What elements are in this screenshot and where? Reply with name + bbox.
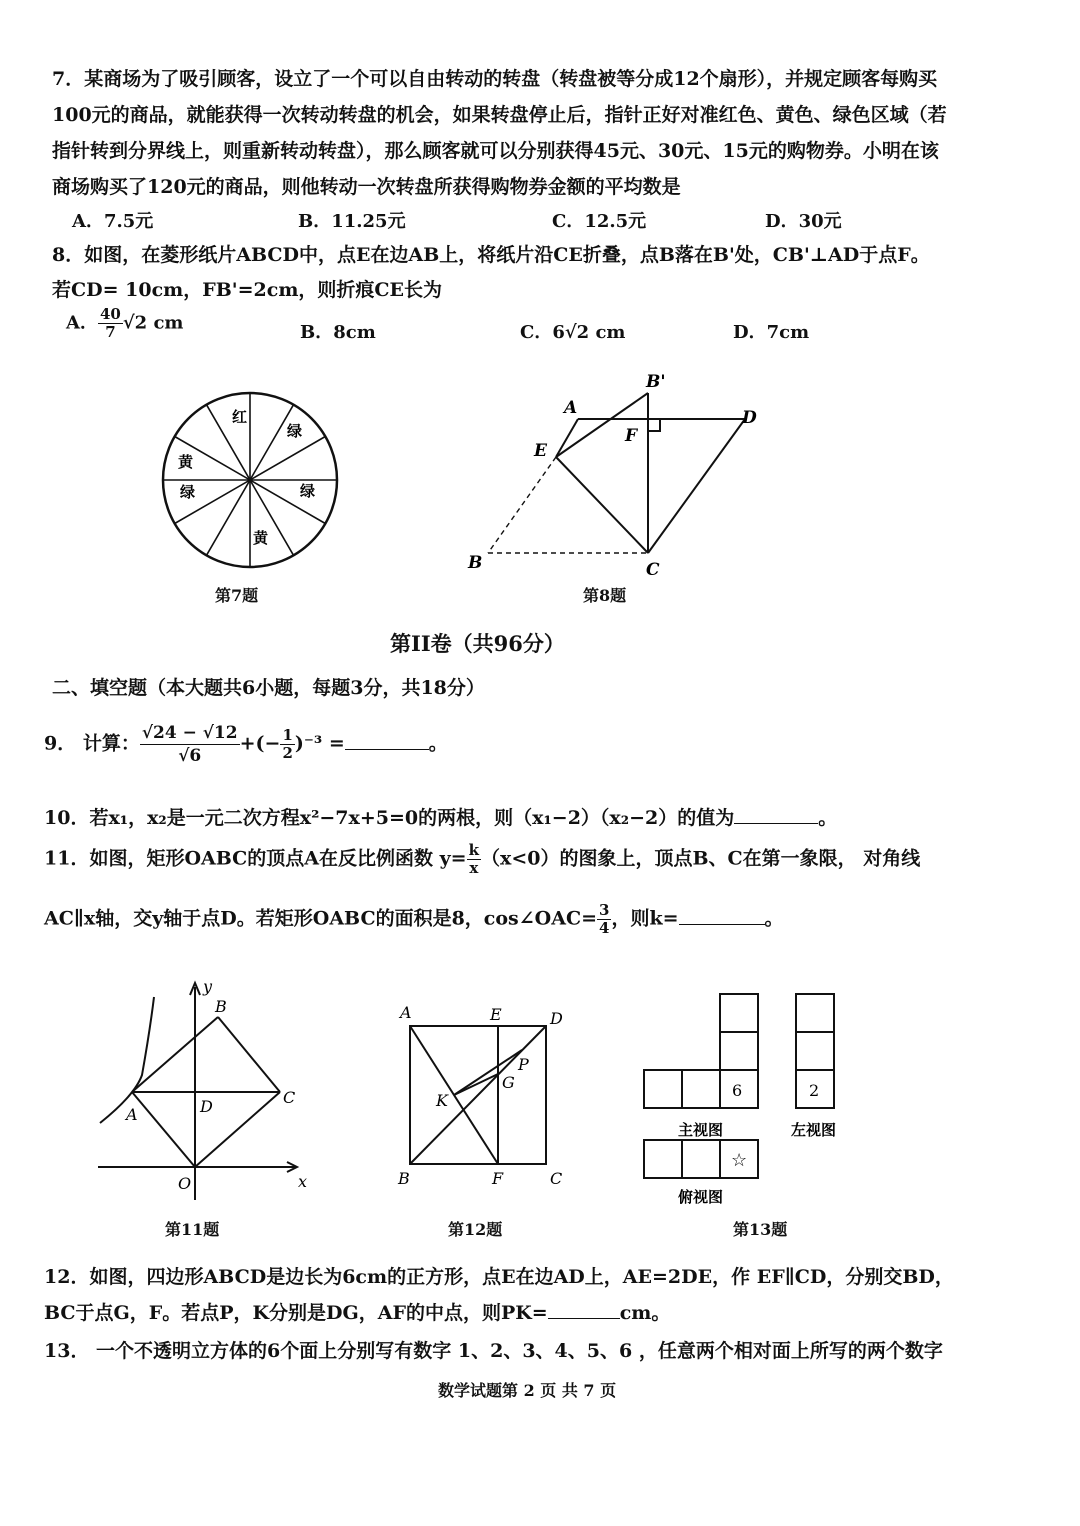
q7-option-b: B．11.25元 <box>298 211 406 232</box>
q12-line1: 12．如图，四边形ABCD是边长为6cm的正方形，点E在边AD上，AE=2DE，作 EF∥CD，分别交BD， <box>44 1266 954 1288</box>
wheel-label-green-1: 绿 <box>287 422 303 440</box>
q8-option-b: B．8cm <box>300 322 376 343</box>
star-icon: ☆ <box>731 1150 748 1171</box>
point-a: A <box>564 398 578 418</box>
point-f: F <box>625 426 638 446</box>
q11-line2: AC∥x轴，交y轴于点D。若矩形OABC的面积是8，cos∠OAC= $\frac{3}{4}$ ，则k= 。 <box>44 901 784 937</box>
q8-option-a: A． $\frac{40}{7}$ √2 cm <box>66 305 184 341</box>
q7-line1: 7．某商场为了吸引顾客，设立了一个可以自由转动的转盘（转盘被等分成12个扇形），并规定顾客每购买 <box>52 68 938 90</box>
section2-heading: 二、填空题（本大题共6小题，每题3分，共18分） <box>52 677 485 699</box>
wheel-label-yellow-1: 黄 <box>178 453 194 471</box>
point-c: C <box>646 560 660 580</box>
figure-13-caption: 第13题 <box>733 1220 788 1239</box>
point-p: P <box>518 1055 529 1074</box>
point-o: O <box>178 1174 192 1193</box>
q7-line4: 商场购买了120元的商品，则他转动一次转盘所获得购物券金额的平均数是 <box>52 176 681 198</box>
page-footer: 数学试题第 2 页 共 7 页 <box>438 1381 617 1400</box>
q11-line1: 11．如图，矩形OABC的顶点A在反比例函数 y= $\frac{k}{x}$ （x<0）的图象上，顶点B、C在第一象限， 对角线 <box>44 841 921 877</box>
point-f: F <box>492 1169 504 1188</box>
figure-8-rhombus <box>460 365 780 585</box>
wheel-label-red: 红 <box>232 408 248 426</box>
point-b: B <box>215 997 227 1016</box>
left-view-label: 左视图 <box>791 1121 837 1139</box>
wheel-label-green-2: 绿 <box>180 483 196 501</box>
point-d: D <box>742 408 757 428</box>
left-view-number: 2 <box>809 1081 820 1100</box>
figure-12-square <box>390 998 580 1198</box>
top-view-label: 俯视图 <box>678 1188 724 1206</box>
point-b: B <box>468 553 483 573</box>
figure-11-rectangle-graph <box>90 975 320 1205</box>
point-a: A <box>400 1003 412 1022</box>
q12-line2: BC于点G，F。若点P，K分别是DG，AF的中点，则PK= cm。 <box>44 1302 671 1324</box>
q10: 10．若x₁，x₂是一元二次方程x²−7x+5=0的两根，则（x₁−2）（x₂−2）的值为 。 <box>44 807 838 829</box>
point-g: G <box>502 1073 515 1092</box>
q7-line2: 100元的商品，就能获得一次转动转盘的机会，如果转盘停止后，指针正好对准红色、黄色、绿色区域（若 <box>52 104 947 126</box>
q7-option-d: D．30元 <box>765 211 842 232</box>
axis-y-label: y <box>203 977 213 996</box>
figure-7-wheel <box>150 380 350 580</box>
q8-option-d: D．7cm <box>733 322 810 343</box>
point-e: E <box>490 1005 502 1024</box>
figure-7-caption: 第7题 <box>215 586 259 605</box>
point-c: C <box>283 1088 296 1107</box>
figure-12-caption: 第12题 <box>448 1220 503 1239</box>
figure-13-views <box>636 990 846 1210</box>
front-view-label: 主视图 <box>678 1121 724 1139</box>
wheel-label-green-3: 绿 <box>300 482 316 500</box>
point-d: D <box>200 1097 213 1116</box>
point-d: D <box>550 1009 563 1028</box>
q7-option-c: C．12.5元 <box>552 211 647 232</box>
q7-line3: 指针转到分界线上，则重新转动转盘），那么顾客就可以分别获得45元、30元、15元的购物券。小明在该 <box>52 140 939 162</box>
front-view-number: 6 <box>732 1081 743 1100</box>
point-b: B <box>398 1169 410 1188</box>
point-k: K <box>436 1091 448 1110</box>
q8-line2: 若CD= 10cm，FB'=2cm，则折痕CE长为 <box>52 279 443 301</box>
point-c: C <box>550 1169 563 1188</box>
q7-option-a: A．7.5元 <box>72 211 154 232</box>
q13-line1: 13． 一个不透明立方体的6个面上分别写有数字 1、2、3、4、5、6 ，任意两个相对面上所写的两个数字 <box>44 1340 943 1362</box>
axis-x-label: x <box>298 1172 308 1191</box>
q8-line1: 8．如图，在菱形纸片ABCD中，点E在边AB上，将纸片沿CE折叠，点B落在B'处，CB'⊥AD于点F。 <box>52 244 930 266</box>
point-a: A <box>126 1105 138 1124</box>
figure-8-caption: 第8题 <box>583 586 627 605</box>
q9: 9． 计算： $\frac{√24 - √12}{√6}$ +(− $\frac{1}{2}$ )⁻³ = 。 <box>44 723 448 766</box>
point-b-prime: B' <box>646 372 666 392</box>
figure-11-caption: 第11题 <box>165 1220 220 1239</box>
part2-title: 第II卷（共96分） <box>390 631 565 656</box>
wheel-label-yellow-2: 黄 <box>253 529 269 547</box>
point-e: E <box>534 441 547 461</box>
q8-option-c: C．6√2 cm <box>520 322 626 343</box>
